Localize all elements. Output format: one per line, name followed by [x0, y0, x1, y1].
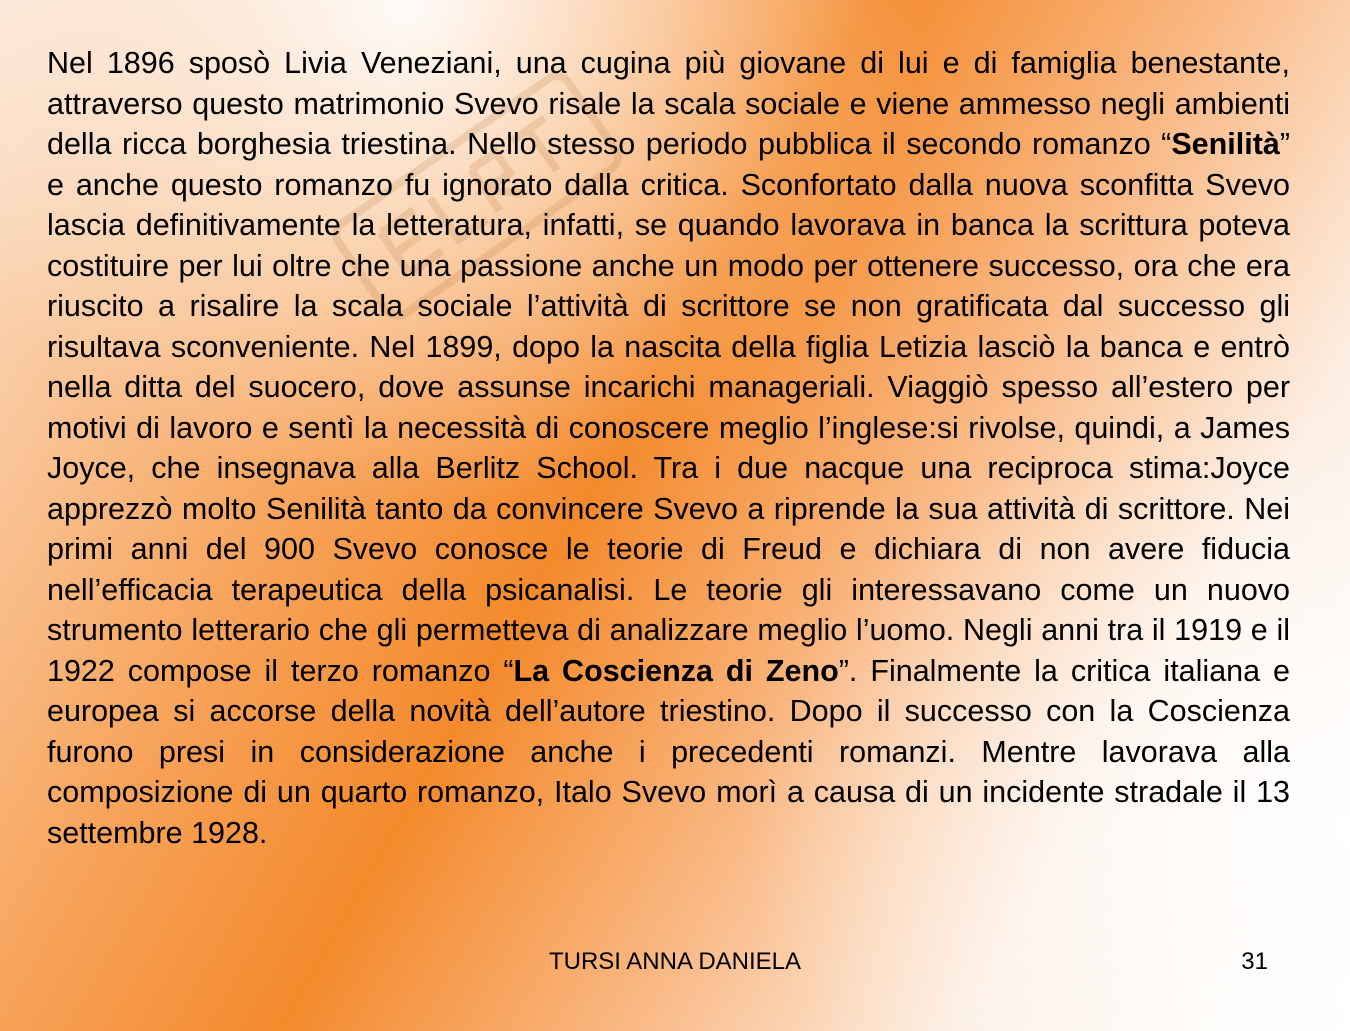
novel-title-senilita: Senilità: [1171, 127, 1280, 161]
footer-page-number: 31: [1241, 948, 1268, 975]
body-text-part-3: ”. Finalmente la critica italiana e europea si accorse della novità dell’autore triestino. Dopo il successo con la Coscienza furono presi in considerazione anche i precedenti romanzi. Mentre lavorava alla composizione di un quarto romanzo, Italo Svevo morì a causa di un incidente stradale il 13 settembre 1928.: [47, 653, 1290, 850]
body-text-part-2: ” e anche questo romanzo fu ignorato dalla critica. Sconfortato dalla nuova sconfitta Svevo lascia definitivamente la letteratura, infatti, se quando lavorava in banca la scrittura poteva costituire per lui oltre che una passione anche un modo per ottenere successo, ora che era riuscito a risalire la scala sociale l’attività di scrittore se non gratificata dal successo gli risultava sconveniente. Nel 1899, dopo la nascita della figlia Letizia lasciò la banca e entrò nella ditta del suocero, dove assunse incarichi manageriali. Viaggiò spesso all’estero per motivi di lavoro e sentì la necessità di conoscere meglio l’inglese:si rivolse, quindi, a James Joyce, che insegnava alla Berlitz School. Tra i due nacque una reciproca stima:Joyce apprezzò molto Senilità tanto da convincere Svevo a riprende la sua attività di scrittore. Nei primi anni del 900 Svevo conosce le teorie di Freud e dichiara di non avere fiducia nell’efficacia terapeutica della psicanalisi. Le teorie gli interessavano come un nuovo strumento letterario che gli permetteva di analizzare meglio l’uomo. Negli anni tra il 1919 e il 1922 compose il terzo romanzo “: [47, 127, 1290, 688]
novel-title-coscienza-di-zeno: La Coscienza di Zeno: [513, 653, 839, 688]
slide-body-text: [47, 43, 1290, 853]
footer-author: TURSI ANNA DANIELA: [548, 948, 802, 975]
body-text-part-1: Nel 1896 sposò Livia Veneziani, una cugina più giovane di lui e di famiglia benestante, attraverso questo matrimonio Svevo risale la scala sociale e viene ammesso negli ambienti della ricca borghesia triestina. Nello stesso periodo pubblica il secondo romanzo “: [47, 46, 1290, 161]
